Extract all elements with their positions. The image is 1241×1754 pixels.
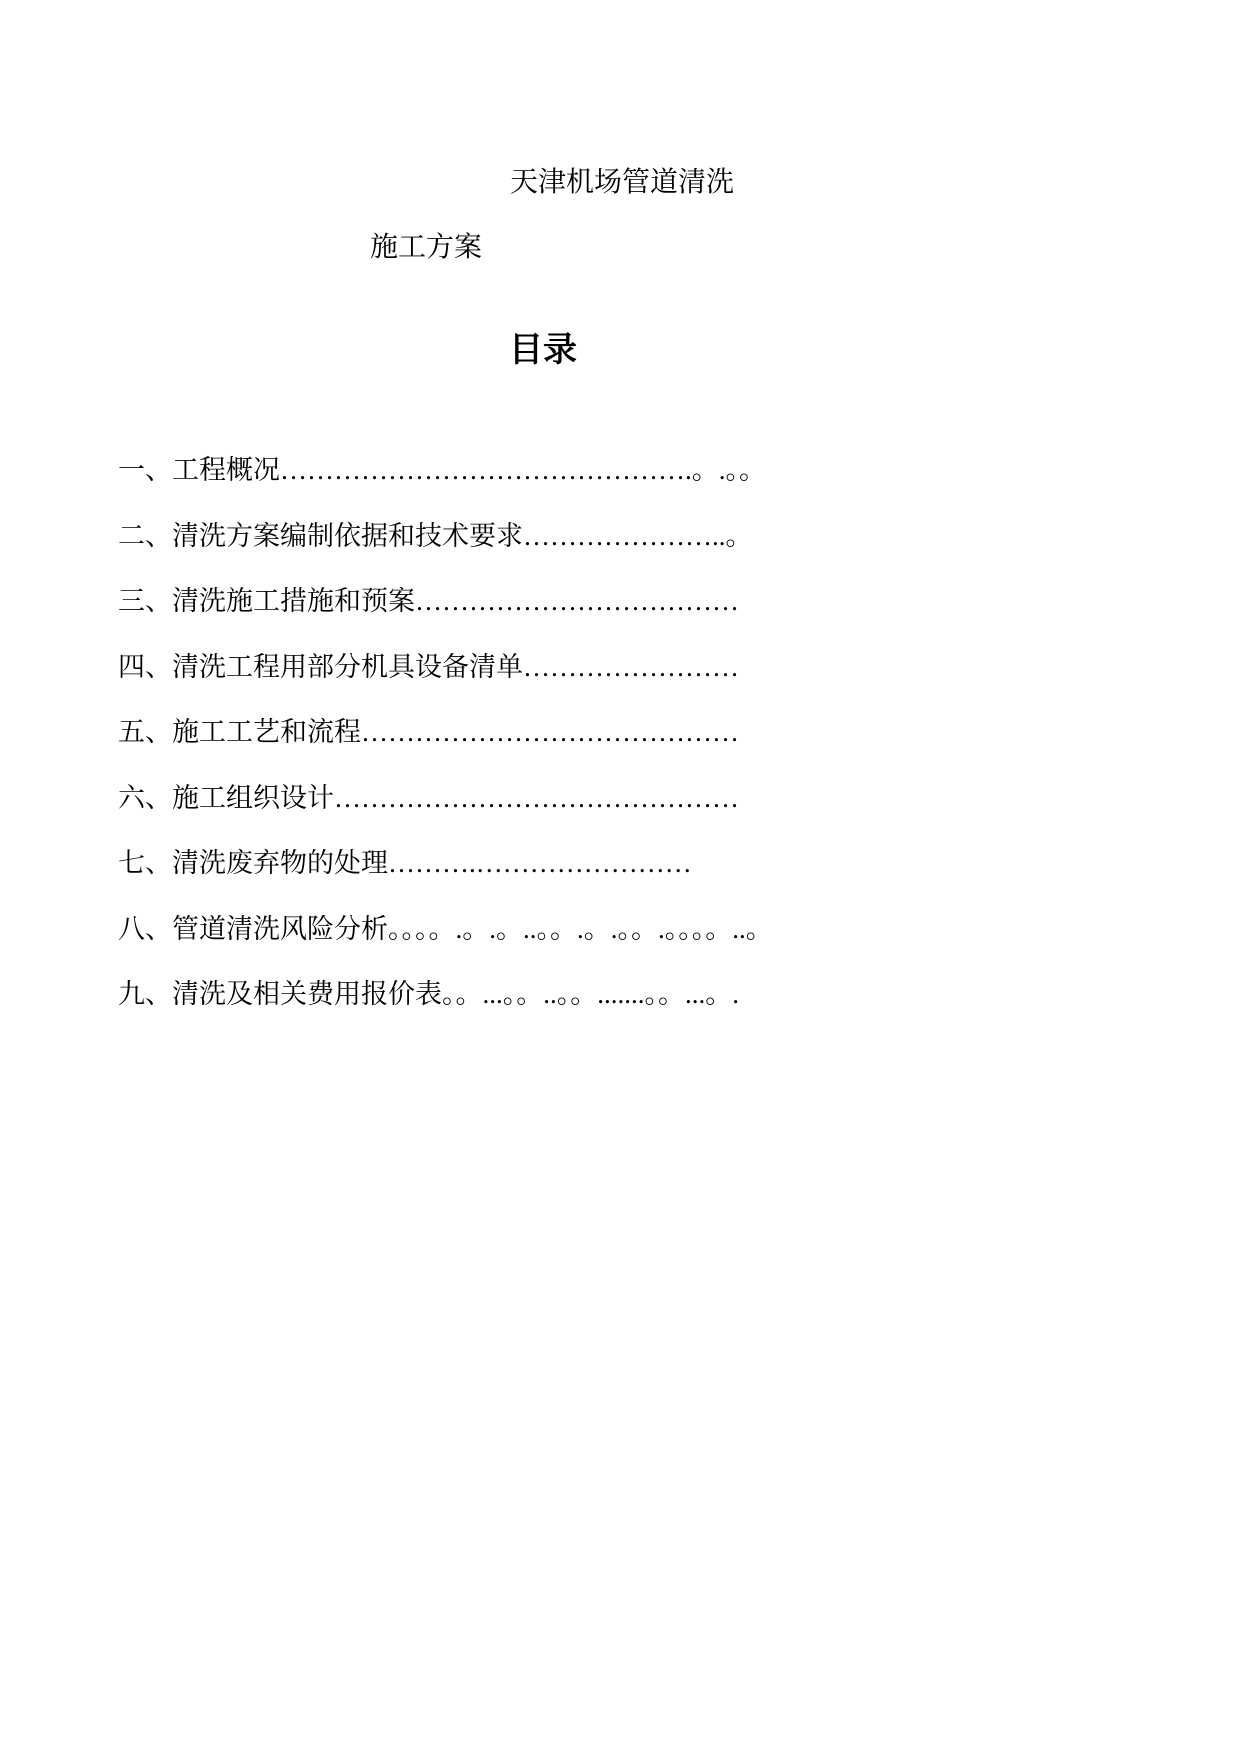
- toc-heading: 目录: [509, 330, 577, 370]
- toc-entry-9: [118, 976, 773, 1042]
- toc-entry-3: [118, 583, 773, 649]
- toc-entry-leader: ……………………………………: [361, 717, 739, 747]
- toc-entry-leader: ………………………………: [415, 586, 739, 616]
- toc-entry-5: [118, 714, 773, 780]
- toc-entry-leader: 。。。。.。.。..。。.。.。。.。。。。..。: [388, 913, 773, 944]
- toc-entry-7: [118, 845, 773, 911]
- toc-entry-leader: ……………………………………….。.。。: [280, 455, 766, 485]
- toc-entry-leader: 。。...。。..。。.......。。...。.: [442, 979, 739, 1009]
- toc-entry-8: [118, 911, 773, 977]
- toc-entry-leader: ……………………: [523, 651, 739, 682]
- toc-entry-4: [118, 649, 773, 715]
- toc-entry-label: 八、管道清洗风险分析: [118, 913, 388, 945]
- toc-entry-label: 三、清洗施工措施和预案: [118, 586, 415, 617]
- toc-entry-label: 六、施工组织设计: [118, 782, 334, 814]
- toc-entry-label: 四、清洗工程用部分机具设备清单: [118, 651, 523, 683]
- toc-entry-label: 七、清洗废弃物的处理: [118, 848, 388, 879]
- toc-entry-2: [118, 518, 773, 584]
- toc-entry-leader: …………………..。: [523, 520, 753, 551]
- toc-entry-label: 二、清洗方案编制依据和技术要求: [118, 520, 523, 552]
- toc-entry-leader: ………………………………………: [334, 782, 739, 813]
- table-of-contents: [118, 452, 773, 1042]
- document-title: 天津机场管道清洗: [510, 165, 735, 198]
- toc-entry-1: [118, 452, 773, 518]
- toc-entry-label: 五、施工工艺和流程: [118, 717, 361, 748]
- toc-entry-6: [118, 780, 773, 846]
- toc-entry-leader: ……….……………………: [388, 848, 692, 878]
- document-subtitle: 施工方案: [370, 230, 483, 263]
- toc-entry-label: 九、清洗及相关费用报价表: [118, 979, 442, 1010]
- toc-entry-label: 一、工程概况: [118, 455, 280, 486]
